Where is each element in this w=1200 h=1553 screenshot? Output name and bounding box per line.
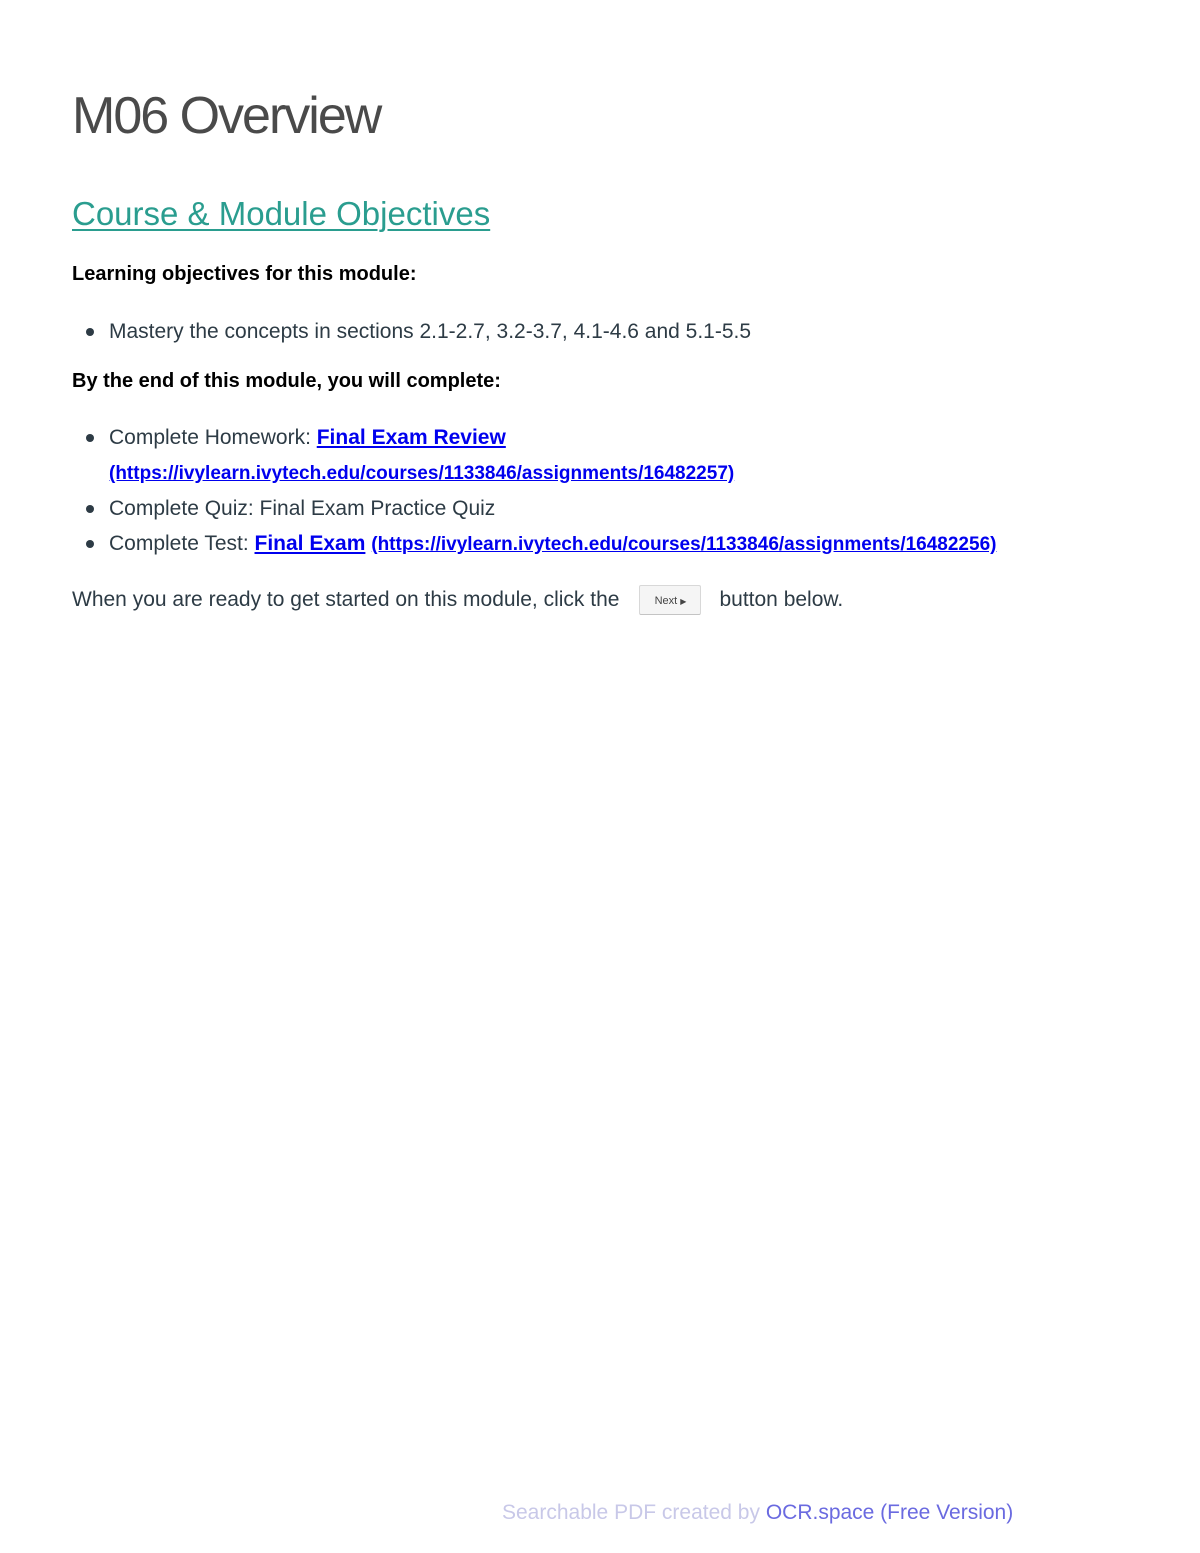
final-exam-review-link[interactable]: Final Exam Review (316, 426, 506, 449)
ready-text-after: button below. (719, 588, 844, 611)
quiz-text: Complete Quiz: Final Exam Practice Quiz (109, 497, 496, 520)
footer-muted-text: Searchable PDF created by (502, 1501, 766, 1524)
page-title: M06 Overview (72, 87, 381, 145)
test-prefix: Complete Test: (109, 532, 255, 555)
bullet-icon (86, 505, 94, 513)
course-module-objectives-link[interactable]: Course & Module Objectives (72, 195, 491, 232)
final-exam-link[interactable]: Final Exam (254, 532, 366, 555)
completion-list (72, 420, 996, 562)
caret-right-icon: ▶ (680, 597, 687, 607)
homework-prefix: Complete Homework: (109, 426, 317, 449)
completion-heading: By the end of this module, you will complete: (72, 370, 501, 392)
list-item-homework (72, 420, 996, 491)
ocr-footer (502, 1501, 1013, 1525)
bullet-icon (86, 328, 94, 336)
objective-text: Mastery the concepts in sections 2.1-2.7, 3.2-3.7, 4.1-4.6 and 5.1-5.5 (109, 320, 752, 343)
next-button-label: Next (654, 595, 678, 608)
ready-text-before: When you are ready to get started on this module, click the (72, 588, 620, 611)
final-exam-review-url-link[interactable]: (https://ivylearn.ivytech.edu/courses/1133846/assignments/16482257) (109, 463, 735, 484)
next-button[interactable] (639, 585, 701, 615)
ready-instruction (72, 584, 843, 616)
learning-objectives-list (72, 314, 751, 349)
list-item (72, 314, 751, 349)
learning-objectives-heading: Learning objectives for this module: (72, 263, 417, 285)
section-heading (72, 194, 490, 234)
footer-brand-link[interactable]: OCR.space (Free Version) (765, 1501, 1014, 1524)
list-item-quiz (72, 491, 996, 526)
list-item-test (72, 526, 996, 562)
final-exam-url-link[interactable]: (https://ivylearn.ivytech.edu/courses/1133846/assignments/16482256) (371, 534, 997, 555)
bullet-icon (86, 434, 94, 442)
bullet-icon (86, 540, 94, 548)
